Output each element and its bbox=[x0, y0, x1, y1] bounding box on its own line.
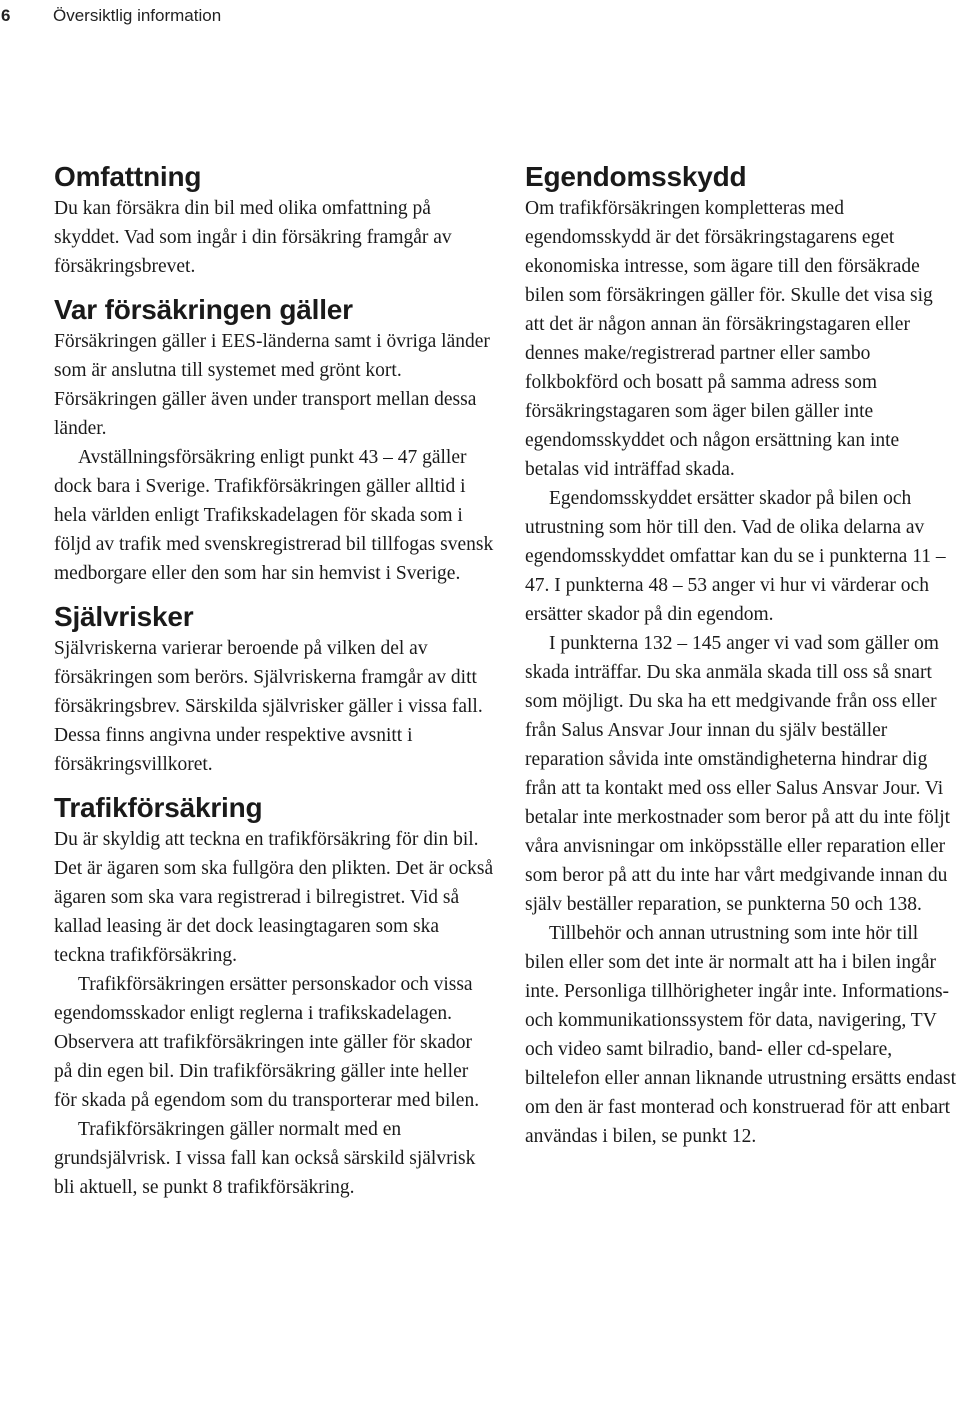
page-header bbox=[0, 4, 221, 28]
paragraph: Trafikförsäkringen gäller normalt med en grundsjälvrisk. I vissa fall kan också särskild självrisk bli aktuell, se punkt 8 trafikförsäkring. bbox=[54, 1119, 476, 1198]
paragraph: Avställningsförsäkring enligt punkt 43 – 47 gäller dock bara i Sverige. Trafikförsäkringen gäller alltid i hela världen enligt Trafikskadelagen för skada som i följd av trafik med svenskregistrerad bil tillfogas svensk medborgare eller den som har sin hemvist i Sverige. bbox=[54, 447, 494, 584]
running-title: Översiktlig information bbox=[53, 6, 222, 25]
paragraph: Egendomsskyddet ersätter skador på bilen och utrustning som hör till den. Vad de olika delarna av egendomsskyddet omfattar kan du se i punkterna 11 – 47. I punkterna 48 – 53 anger vi hur vi värderar och ersätter skador på din egendom. bbox=[525, 488, 946, 625]
left-column bbox=[54, 160, 494, 1202]
paragraph: Tillbehör och annan utrustning som inte hör till bilen eller som det inte är normalt att ha i bilen ingår inte. Personliga tillhörigheter ingår inte. Informations- och kommunikationssystem för data, navigering, TV och video samt bilradio, band- eller cd-spelare, biltelefon eller annan liknande utrustning ersätts endast om den är fast monterad och konstruerad för att enbart användas i bilen, se punkt 12. bbox=[525, 923, 957, 1147]
section-heading: Var försäkringen gäller bbox=[54, 294, 353, 325]
section-heading: Trafikförsäkring bbox=[54, 792, 263, 823]
page-number: 6 bbox=[1, 6, 11, 25]
paragraph: Trafikförsäkringen ersätter personskador och vissa egendomsskador enligt reglerna i trafikskadelagen. Observera att trafikförsäkringen inte gäller för skador på din egen bil. Din trafikförsäkring gäller inte heller för skada på egendom som du transporterar med bilen. bbox=[54, 974, 480, 1111]
section-var-forsakringen-galler bbox=[54, 293, 494, 588]
paragraph: Du är skyldig att teckna en trafikförsäkring för din bil. Det är ägaren som ska fullgöra den plikten. Det är också ägaren som ska vara registrerad i bilregistret. Vid så kallad leasing är det dock leasingtagaren som ska teckna trafikförsäkring. bbox=[54, 829, 494, 966]
paragraph: Du kan försäkra din bil med olika omfattning på skyddet. Vad som ingår i din försäkring framgår av försäkringsbrevet. bbox=[54, 198, 452, 277]
paragraph: I punkterna 132 – 145 anger vi vad som gäller om skada inträffar. Du ska anmäla skada till oss så snart som möjligt. Du ska ha ett medgivande från oss eller från Salus Ansvar Jour innan du själv beställer reparation såvida inte omständigheterna hindrar dig från att ta kontakt med oss eller Salus Ansvar Jour. Vi betalar inte merkostnader som beror på att du inte följt våra anvisningar om inköpsställe eller reparation eller som beror på att du inte har vårt medgivande innan du själv beställer reparation, se punkterna 50 och 138. bbox=[525, 633, 951, 915]
section-sjalvrisker bbox=[54, 600, 494, 779]
section-omfattning bbox=[54, 160, 494, 281]
paragraph: Försäkringen gäller i EES-länderna samt i övriga länder som är anslutna till systemet med grönt kort. Försäkringen gäller även under transport mellan dessa länder. bbox=[54, 331, 490, 439]
section-trafikforsakring bbox=[54, 791, 494, 1202]
section-heading: Omfattning bbox=[54, 161, 202, 192]
right-column bbox=[525, 160, 957, 1151]
section-heading: Egendomsskydd bbox=[525, 161, 747, 192]
section-heading: Självrisker bbox=[54, 601, 194, 632]
paragraph: Självriskerna varierar beroende på vilken del av försäkringen som berörs. Självriskerna framgår av ditt försäkringsbrev. Särskilda självrisker gäller i vissa fall. Dessa finns angivna under respektive avsnitt i försäkringsvillkoret. bbox=[54, 638, 483, 775]
section-egendomsskydd bbox=[525, 160, 957, 1151]
paragraph: Om trafikförsäkringen kompletteras med egendomsskydd är det försäkringstagarens eget ekonomiska intresse, som ägare till den försäkrade bilen som försäkringen gäller för. Skulle det visa sig att det är någon annan än försäkringstagaren eller dennes make/registrerad partner eller sambo folkbokförd och bosatt på samma adress som försäkringstagaren som äger bilen gäller inte egendomsskyddet och någon ersättning kan inte betalas vid inträffad skada. bbox=[525, 198, 933, 480]
